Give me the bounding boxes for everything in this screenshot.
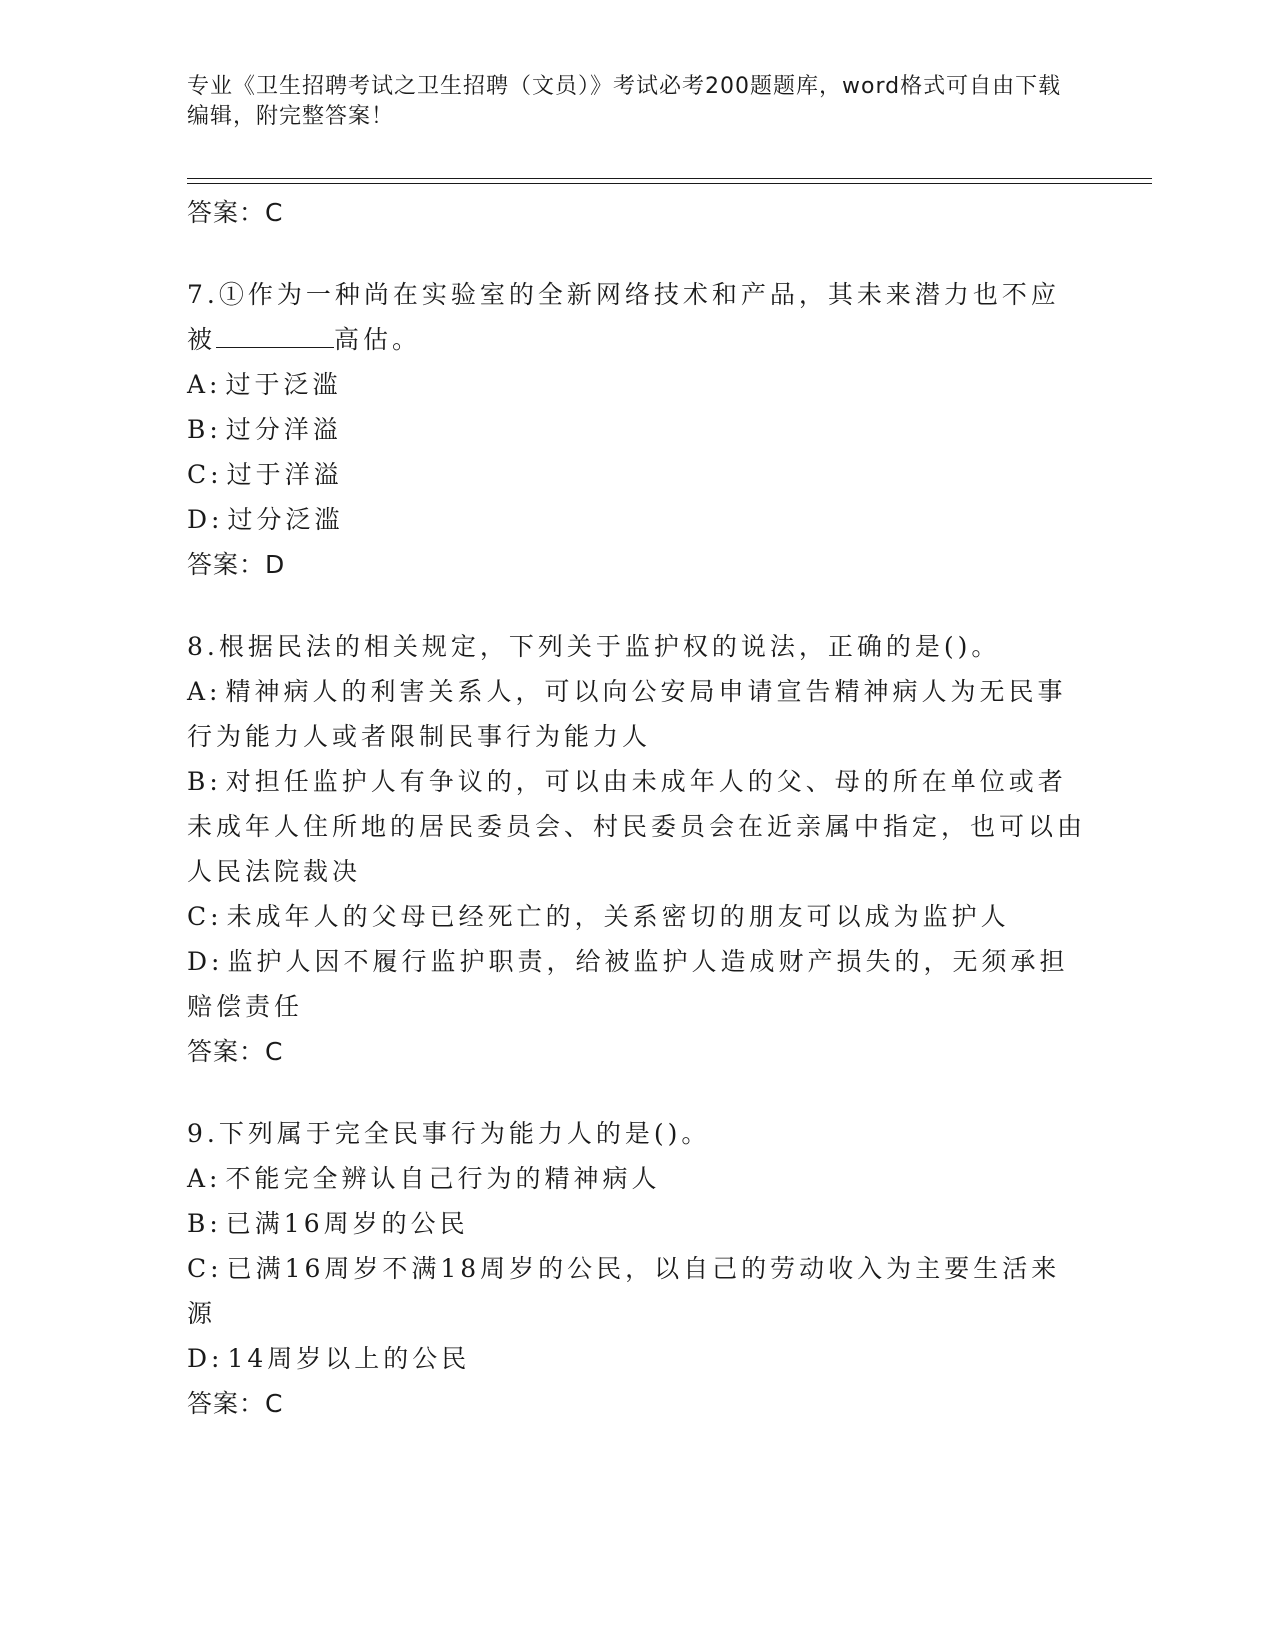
option-key: B:: [187, 415, 222, 444]
option-a: [187, 362, 1087, 407]
option-key: B:: [187, 767, 222, 796]
option-text: 已满16周岁不满18周岁的公民，以自己的劳动收入为主要生活来源: [187, 1254, 1061, 1328]
option-text: 已满16周岁的公民: [225, 1209, 469, 1238]
option-a: [187, 669, 1087, 759]
option-key: D:: [187, 505, 224, 534]
option-d: [187, 1336, 1087, 1381]
option-key: C:: [187, 460, 223, 489]
option-key: C:: [187, 902, 223, 931]
answer-line: 答案：C: [187, 1389, 284, 1418]
question-stem: 8.根据民法的相关规定，下列关于监护权的说法，正确的是()。: [187, 632, 1001, 661]
option-b: [187, 759, 1087, 894]
option-b: [187, 1201, 1087, 1246]
option-a: [187, 1156, 1087, 1201]
option-text: 精神病人的利害关系人，可以向公安局申请宣告精神病人为无民事行为能力人或者限制民事行为能力人: [187, 677, 1067, 751]
question-stem-prefix: 7.①作为一种尚在实验室的全新网络技术和产品，其未来潜力也不应被: [187, 280, 1060, 354]
option-text: 过分洋溢: [225, 415, 342, 444]
answer-line: 答案：C: [187, 1037, 284, 1066]
option-text: 14周岁以上的公民: [227, 1344, 471, 1373]
option-text: 过于泛滥: [225, 370, 342, 399]
option-text: 过于洋溢: [226, 460, 343, 489]
answer-line: 答案：C: [187, 198, 284, 227]
option-key: A:: [187, 370, 222, 399]
document-body: [187, 190, 1087, 1427]
option-d: [187, 939, 1087, 1029]
question-stem-suffix: 高估。: [334, 325, 422, 354]
option-b: [187, 407, 1087, 452]
option-c: [187, 1246, 1087, 1336]
option-c: [187, 894, 1087, 939]
question-stem: [187, 272, 1087, 362]
option-d: [187, 497, 1087, 542]
option-text: 对担任监护人有争议的，可以由未成年人的父、母的所在单位或者未成年人住所地的居民委员会、村民委员会在近亲属中指定，也可以由人民法院裁决: [187, 767, 1087, 886]
question-stem: 9.下列属于完全民事行为能力人的是()。: [187, 1119, 711, 1148]
option-key: C:: [187, 1254, 223, 1283]
fill-in-blank: [216, 323, 334, 348]
question-9: [187, 1111, 1087, 1427]
answer-line: 答案：D: [187, 550, 286, 579]
option-key: A:: [187, 677, 222, 706]
header-divider-top: [187, 178, 1152, 179]
question-8: [187, 624, 1087, 1075]
option-key: D:: [187, 947, 224, 976]
option-key: B:: [187, 1209, 222, 1238]
option-text: 未成年人的父母已经死亡的，关系密切的朋友可以成为监护人: [226, 902, 1010, 931]
option-text: 过分泛滥: [227, 505, 344, 534]
option-text: 不能完全辨认自己行为的精神病人: [225, 1164, 661, 1193]
header-divider-bottom: [187, 183, 1152, 184]
option-key: D:: [187, 1344, 224, 1373]
question-7: [187, 272, 1087, 588]
option-text: 监护人因不履行监护职责，给被监护人造成财产损失的，无须承担赔偿责任: [187, 947, 1069, 1021]
option-key: A:: [187, 1164, 222, 1193]
document-header: 专业《卫生招聘考试之卫生招聘（文员）》考试必考200题题库，word格式可自由下载编辑，附完整答案！: [187, 74, 1062, 129]
option-c: [187, 452, 1087, 497]
